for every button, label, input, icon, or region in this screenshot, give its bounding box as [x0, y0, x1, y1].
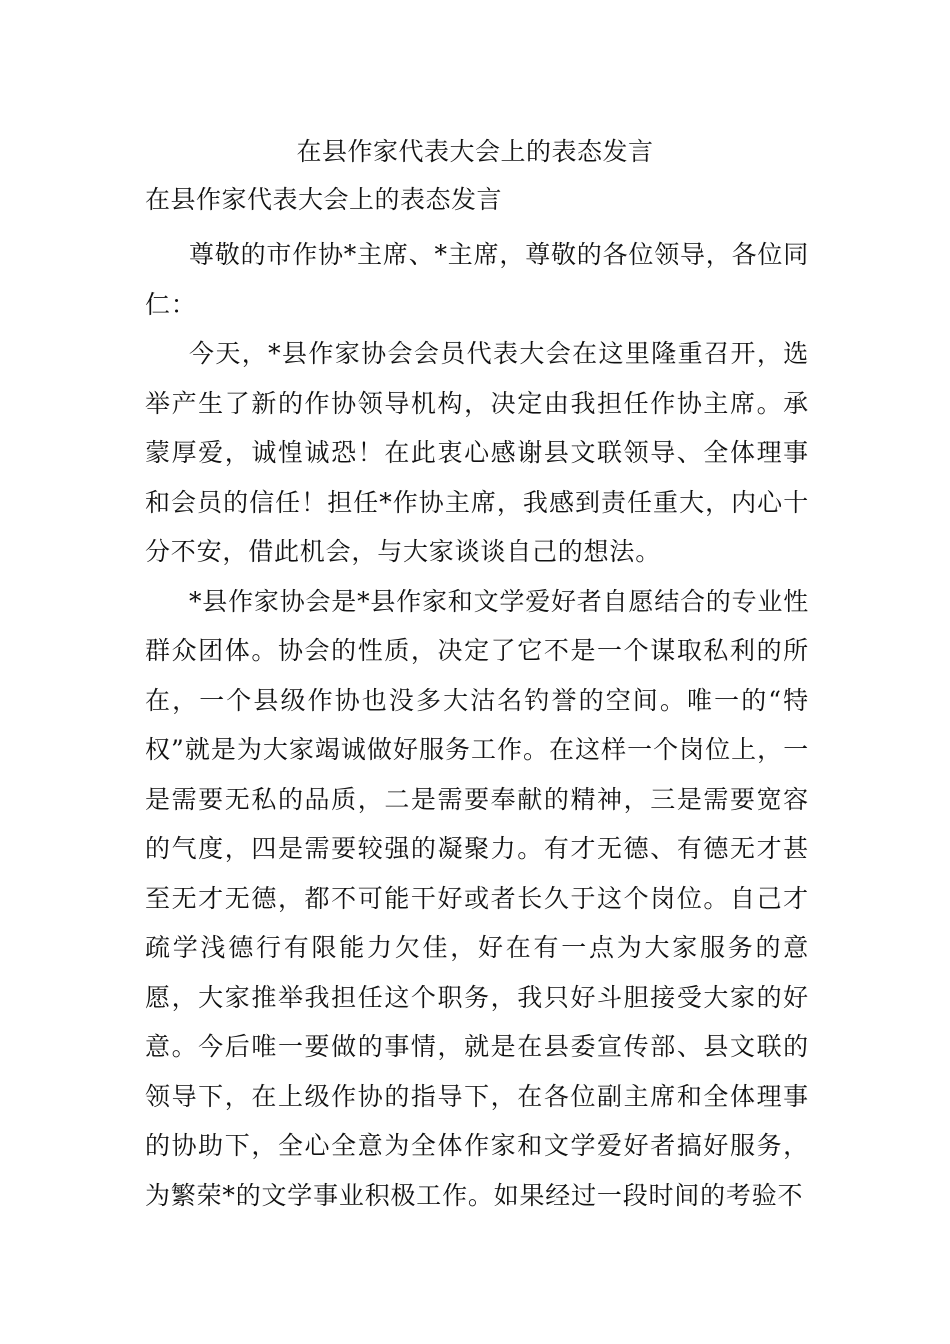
paragraph-greeting: 尊敬的市作协*主席、*主席，尊敬的各位领导，各位同仁：: [145, 240, 810, 319]
document-body: [145, 182, 809, 1220]
paragraph-opening: 今天，*县作家协会会员代表大会在这里隆重召开，选举产生了新的作协领导机构，决定由我担任作协主席。承蒙厚爱，诚惶诚恐！在此衷心感谢县文联领导、全体理事和会员的信任！担任*作协主席，我感到责任重大，内心十分不安，借此机会，与大家谈谈自己的想法。: [145, 339, 809, 566]
paragraph-association: *县作家协会是*县作家和文学爱好者自愿结合的专业性群众团体。协会的性质，决定了它不是一个谋取私利的所在，一个县级作协也没多大沽名钓誉的空间。唯一的“特权”就是为大家竭诚做好服务工作。在这样一个岗位上，一是需要无私的品质，二是需要奉献的精神，三是需要宽容的气度，四是需要较强的凝聚力。有才无德、有德无才甚至无才无德，都不可能干好或者长久于这个岗位。自己才疏学浅德行有限能力欠佳，好在有一点为大家服务的意愿，大家推举我担任这个职务，我只好斗胆接受大家的好意。今后唯一要做的事情，就是在县委宣传部、县文联的领导下，在上级作协的指导下，在各位副主席和全体理事的协助下，全心全意为全体作家和文学爱好者搞好服务，为繁荣*的文学事业积极工作。如果经过一段时间的考验不: [145, 586, 810, 1210]
document-title: 在县作家代表大会上的表态发言: [296, 137, 654, 166]
document-subtitle: 在县作家代表大会上的表态发言: [145, 185, 503, 214]
